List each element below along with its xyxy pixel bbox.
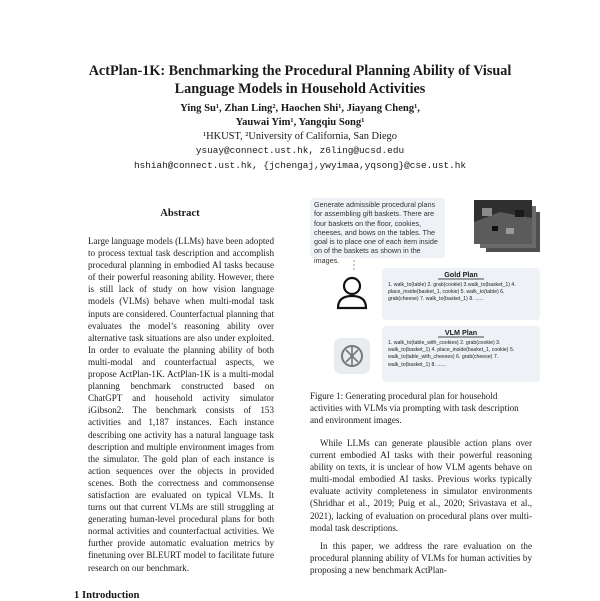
body-paragraph-1: While LLMs can generate plausible action plans over current embodied AI tasks with their powerful reasoning ability on texts, it is unclear of how VLM agents behave on multi-modal embodied AI tasks. Previous works typically evaluate activity completeness in simulator environments (Shridhar et al., 2019; Puig et al., 2020; Srivastava et al., 2021), lacking of evaluation on procedural plans over multi-modal task descriptions. [310, 438, 532, 533]
gold-plan-title: Gold Plan [444, 270, 478, 279]
body-paragraph-2: In this paper, we address the rare evaluation on the procedural planning ability of VLMs for human activities by proposing a new benchmark ActPlan- [310, 540, 532, 575]
figure-prompt-text: Generate admissible procedural plans for assembling gift baskets. There are four baskets on the floor, cookies, cheeses, and bows on the tables. The goal is to place one of each item inside on of the baskets as shown in the images. [314, 200, 438, 265]
paper-title [40, 62, 560, 98]
vlm-model-icon [334, 338, 370, 374]
title-line-1: ActPlan-1K: Benchmarking the Procedural Planning Ability of Visual [88, 63, 512, 79]
abstract-text: Large language models (LLMs) have been adopted to process textual task description and accomplish procedural planning in embodied AI tasks because of their powerful reasoning ability. However, there is still lack of study on how vision language models (VLMs) behave when multi-modal task inputs are considered. Counterfactual planning that evaluates the model’s reasoning ability over alternative task situations are also under exploited. In order to evaluate the planning ability of both multi-modal and counterfactual aspects, we propose ActPlan-1K. ActPlan-1K is a multi-modal planning benchmark constructed based on ChatGPT and household activity simulator iGibson2. The benchmark consists of 153 activities and 1,187 instances. Each instance describing one activity has a natural language task description and multiple environment images from the simulator. The gold plan of each instance is action sequences over the objects in provided scenes. Both the correctness and commonsense satisfaction are evaluated on typical VLMs. It turns out that current VLMs are still struggling at generating human-level procedural plans for both normal activities and counterfactual activities. We further provide automatic evaluation metrics by finetuning over BLEURT model to facilitate future research on our benchmark. [88, 236, 274, 573]
human-icon [338, 278, 366, 308]
affiliations: ¹HKUST, ²University of California, San Diego [203, 131, 397, 142]
authors-line-2: Yauwai Yim¹, Yangqiu Song¹ [235, 117, 365, 128]
email-line-1: ysuay@connect.ust.hk, z6ling@ucsd.edu [195, 145, 405, 156]
authors-line-1: Ying Su¹, Zhan Ling², Haochen Shi¹, Jiayang Cheng¹, [180, 103, 420, 114]
author-list [40, 102, 560, 130]
gold-plan-text: 1. walk_to(table) 2. grab(cookie) 3.walk_to(basket_1) 4. place_inside(basket_1, cookie) 5. walk_to(table) 6. grab(cheese) 7. walk_to(basket_1) 8. ...... [388, 282, 516, 303]
vlm-plan-text: 1. walk_to(table_with_cookies) 2. grab(cookie) 3. walk_to(basket_1) 4. place_inside(basket_1, cookie) 5. walk_to(table_with_cheeses) 6. grab(cheese) 7. walk_to(basket_1) 8. ...... [388, 340, 515, 368]
vlm-plan-title: VLM Plan [444, 328, 478, 337]
abstract-heading: Abstract [160, 208, 200, 219]
title-line-2: Language Models in Household Activities [174, 81, 426, 97]
section-heading-introduction: 1 Introduction [74, 590, 140, 601]
environment-images [474, 200, 540, 252]
body-text [310, 437, 532, 582]
email-line-2: hshiah@connect.ust.hk, {jchengaj,ywyimaa,yqsong}@cse.ust.hk [134, 160, 466, 171]
figure-caption: Figure 1: Generating procedural plan for household activities with VLMs via prompting with task description and environment images. [310, 391, 519, 426]
